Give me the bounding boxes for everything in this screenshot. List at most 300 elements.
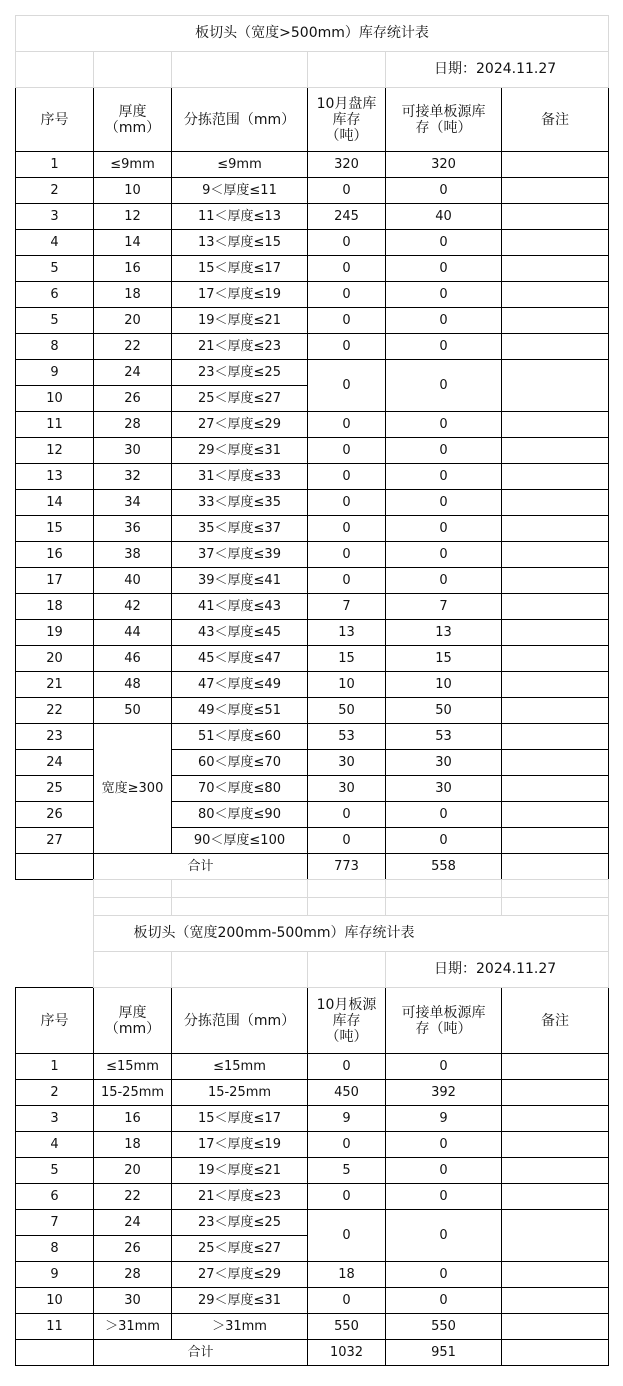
table-2-date: 日期：2024.11.27 xyxy=(386,952,609,988)
table-cell xyxy=(502,542,609,568)
table-cell: 26 xyxy=(94,386,172,412)
total-label: 合计 xyxy=(94,1340,308,1366)
table-cell: 2 xyxy=(16,178,94,204)
table-cell xyxy=(308,52,386,88)
table-cell: 30 xyxy=(308,750,386,776)
table-cell: 0 xyxy=(386,1132,502,1158)
table-cell: 53 xyxy=(386,724,502,750)
table-row xyxy=(16,178,609,204)
table-cell: 12 xyxy=(16,438,94,464)
table-cell xyxy=(308,898,386,916)
header-available-stock xyxy=(386,88,502,152)
table-cell: 8 xyxy=(16,1236,94,1262)
table-cell xyxy=(502,1210,609,1262)
table-cell: 13 xyxy=(386,620,502,646)
table-cell: 0 xyxy=(386,360,502,412)
table-cell: 0 xyxy=(308,1054,386,1080)
table-cell: 46 xyxy=(94,646,172,672)
table-cell: 19＜厚度≤21 xyxy=(172,1158,308,1184)
total-available: 951 xyxy=(386,1340,502,1366)
table-cell: 0 xyxy=(308,1132,386,1158)
table-cell xyxy=(172,952,308,988)
table-cell: 25＜厚度≤27 xyxy=(172,386,308,412)
header-seq: 序号 xyxy=(16,88,94,152)
table-row xyxy=(16,308,609,334)
table-row xyxy=(16,1314,609,1340)
table-cell: 27＜厚度≤29 xyxy=(172,412,308,438)
table-cell: 16 xyxy=(94,1106,172,1132)
table-cell: 8 xyxy=(16,334,94,360)
table-cell: 0 xyxy=(308,334,386,360)
table-cell: 3 xyxy=(16,1106,94,1132)
table-cell: 60＜厚度≤70 xyxy=(172,750,308,776)
total-available: 558 xyxy=(386,854,502,880)
table-cell: ≤9mm xyxy=(94,152,172,178)
table-cell: 19 xyxy=(16,620,94,646)
table-row xyxy=(16,698,609,724)
table-cell: 0 xyxy=(308,1210,386,1262)
table-cell xyxy=(16,880,94,898)
table-cell: 1 xyxy=(16,1054,94,1080)
table-cell xyxy=(502,898,609,916)
cell-text-line: 存（吨） xyxy=(415,119,472,136)
table-1-body xyxy=(16,152,609,880)
table-cell: 30 xyxy=(308,776,386,802)
table-cell xyxy=(502,1340,609,1366)
table-cell: ≤15mm xyxy=(94,1054,172,1080)
table-cell xyxy=(386,880,502,898)
table-cell: 0 xyxy=(386,178,502,204)
table-cell xyxy=(94,52,172,88)
table-cell: 0 xyxy=(386,490,502,516)
cell-text-line: （吨） xyxy=(325,1028,368,1045)
table-cell: 0 xyxy=(386,282,502,308)
header-available-stock xyxy=(386,988,502,1054)
table-cell: 40 xyxy=(94,568,172,594)
table-1-date: 日期：2024.11.27 xyxy=(386,52,609,88)
table-cell xyxy=(502,204,609,230)
table-cell xyxy=(94,898,172,916)
table-cell: 44 xyxy=(94,620,172,646)
table-cell: 32 xyxy=(94,464,172,490)
table-cell: 18 xyxy=(16,594,94,620)
cell-text-line: （mm） xyxy=(104,1020,161,1037)
table-cell: 9 xyxy=(16,360,94,386)
table-cell: 5 xyxy=(16,256,94,282)
table-cell xyxy=(502,1080,609,1106)
cell-text-line: 厚度 xyxy=(118,103,147,120)
table-cell xyxy=(502,1106,609,1132)
table-cell: 50 xyxy=(94,698,172,724)
table-cell: 392 xyxy=(386,1080,502,1106)
table-cell: 10 xyxy=(94,178,172,204)
table-cell: 6 xyxy=(16,1184,94,1210)
table-cell: 0 xyxy=(308,1184,386,1210)
table-cell xyxy=(502,750,609,776)
table-row xyxy=(16,464,609,490)
total-label: 合计 xyxy=(94,854,308,880)
table-cell: 43＜厚度≤45 xyxy=(172,620,308,646)
table-cell: 15＜厚度≤17 xyxy=(172,256,308,282)
table-cell: 0 xyxy=(386,308,502,334)
table-cell xyxy=(502,152,609,178)
header-seq: 序号 xyxy=(16,988,94,1054)
table-cell: 0 xyxy=(386,412,502,438)
table-cell: 14 xyxy=(16,490,94,516)
table-row xyxy=(16,620,609,646)
inventory-table-1 xyxy=(15,15,609,880)
table-cell xyxy=(502,1184,609,1210)
table-row xyxy=(16,1210,609,1236)
table-cell: 24 xyxy=(94,360,172,386)
header-oct-stock xyxy=(308,88,386,152)
table-cell: 0 xyxy=(386,1288,502,1314)
cell-text-line: （吨） xyxy=(325,127,368,144)
header-oct-stock xyxy=(308,988,386,1054)
table-cell: 28 xyxy=(94,1262,172,1288)
table-cell: 0 xyxy=(386,542,502,568)
table-cell: 20 xyxy=(94,308,172,334)
table-row xyxy=(16,438,609,464)
table-cell xyxy=(502,620,609,646)
table-cell: 0 xyxy=(308,568,386,594)
header-thickness xyxy=(94,988,172,1054)
table-cell: 17 xyxy=(16,568,94,594)
cell-text-line: 库存 xyxy=(332,1012,361,1029)
table-cell: 1 xyxy=(16,152,94,178)
table-cell: 0 xyxy=(308,516,386,542)
table-cell xyxy=(502,1054,609,1080)
table-cell: 13 xyxy=(308,620,386,646)
table-cell: 5 xyxy=(16,308,94,334)
cell-text-line: 存（吨） xyxy=(415,1020,472,1037)
header-range: 分拣范围（mm） xyxy=(172,988,308,1054)
table-cell: 0 xyxy=(386,802,502,828)
header-note: 备注 xyxy=(502,88,609,152)
table-cell xyxy=(502,230,609,256)
table-cell: 50 xyxy=(308,698,386,724)
table-row xyxy=(16,542,609,568)
table-cell: 14 xyxy=(94,230,172,256)
table-cell xyxy=(502,282,609,308)
table-cell: 70＜厚度≤80 xyxy=(172,776,308,802)
table-cell xyxy=(308,880,386,898)
table-cell xyxy=(502,256,609,282)
table-cell: 0 xyxy=(308,490,386,516)
table-cell: 42 xyxy=(94,594,172,620)
table-row xyxy=(16,1158,609,1184)
table-cell: 10 xyxy=(308,672,386,698)
table-cell: 3 xyxy=(16,204,94,230)
table-cell: 450 xyxy=(308,1080,386,1106)
table-cell: 0 xyxy=(386,438,502,464)
table-cell: 0 xyxy=(386,516,502,542)
table-cell: 0 xyxy=(308,802,386,828)
table-cell: 47＜厚度≤49 xyxy=(172,672,308,698)
table-cell: 10 xyxy=(16,386,94,412)
table-cell: 10 xyxy=(16,1288,94,1314)
table-cell: ≤9mm xyxy=(172,152,308,178)
table-cell xyxy=(502,412,609,438)
table-cell xyxy=(502,308,609,334)
table-cell: 0 xyxy=(386,230,502,256)
table-row xyxy=(16,1054,609,1080)
table-row xyxy=(16,724,609,750)
table-row xyxy=(16,516,609,542)
inventory-table-2 xyxy=(15,879,609,1366)
table-cell xyxy=(16,898,94,916)
table-cell: 11＜厚度≤13 xyxy=(172,204,308,230)
header-thickness xyxy=(94,88,172,152)
table-cell: 0 xyxy=(308,230,386,256)
table-cell: 33＜厚度≤35 xyxy=(172,490,308,516)
table-row xyxy=(16,256,609,282)
table-cell xyxy=(502,568,609,594)
table-cell xyxy=(502,646,609,672)
table-cell: 15＜厚度≤17 xyxy=(172,1106,308,1132)
table-cell xyxy=(502,1262,609,1288)
table-cell: 90＜厚度≤100 xyxy=(172,828,308,854)
table-cell: 550 xyxy=(386,1314,502,1340)
table-cell: 5 xyxy=(16,1158,94,1184)
table-cell: 0 xyxy=(386,1184,502,1210)
table-cell: 45＜厚度≤47 xyxy=(172,646,308,672)
table-cell: 0 xyxy=(386,1210,502,1262)
table-cell: 15-25mm xyxy=(172,1080,308,1106)
table-cell xyxy=(16,916,94,952)
table-cell xyxy=(502,828,609,854)
table-cell xyxy=(502,1132,609,1158)
table-cell xyxy=(502,360,609,412)
table-cell: 25＜厚度≤27 xyxy=(172,1236,308,1262)
table-cell: 15-25mm xyxy=(94,1080,172,1106)
table-cell: ＞31mm xyxy=(172,1314,308,1340)
table-row xyxy=(16,594,609,620)
table-cell: 15 xyxy=(308,646,386,672)
table-row xyxy=(16,490,609,516)
table-cell: 27＜厚度≤29 xyxy=(172,1262,308,1288)
table-cell: 0 xyxy=(386,334,502,360)
table-cell: 9＜厚度≤11 xyxy=(172,178,308,204)
table-cell: 7 xyxy=(308,594,386,620)
header-range: 分拣范围（mm） xyxy=(172,88,308,152)
table-row xyxy=(16,568,609,594)
table-cell: 7 xyxy=(16,1210,94,1236)
table-cell: 0 xyxy=(308,464,386,490)
table-cell: 320 xyxy=(386,152,502,178)
cell-text-line: 厚度 xyxy=(118,1004,147,1021)
table-cell: 5 xyxy=(308,1158,386,1184)
table-cell: 18 xyxy=(308,1262,386,1288)
table-cell xyxy=(502,516,609,542)
table-cell: 0 xyxy=(386,1158,502,1184)
table-cell: 26 xyxy=(16,802,94,828)
table-cell: 9 xyxy=(386,1106,502,1132)
table-cell: 41＜厚度≤43 xyxy=(172,594,308,620)
table-cell: 0 xyxy=(386,568,502,594)
header-note: 备注 xyxy=(502,988,609,1054)
table-cell: 10 xyxy=(386,672,502,698)
table-cell: 27 xyxy=(16,828,94,854)
table-cell xyxy=(172,880,308,898)
table-cell xyxy=(502,594,609,620)
table-cell: 0 xyxy=(386,464,502,490)
table-cell xyxy=(502,880,609,898)
table-cell xyxy=(502,854,609,880)
table-cell: 320 xyxy=(308,152,386,178)
table-cell: 39＜厚度≤41 xyxy=(172,568,308,594)
table-row xyxy=(16,1288,609,1314)
table-cell: 25 xyxy=(16,776,94,802)
table-cell: 9 xyxy=(308,1106,386,1132)
table-cell xyxy=(502,698,609,724)
table-row xyxy=(16,282,609,308)
table-cell: 21＜厚度≤23 xyxy=(172,1184,308,1210)
table-cell xyxy=(502,672,609,698)
table-cell: 36 xyxy=(94,516,172,542)
table-cell: 30 xyxy=(386,750,502,776)
table-cell xyxy=(308,952,386,988)
table-row xyxy=(16,1080,609,1106)
table-cell: 35＜厚度≤37 xyxy=(172,516,308,542)
table-cell: 24 xyxy=(16,750,94,776)
table-cell: 0 xyxy=(308,1288,386,1314)
width-group-cell: 宽度≥300 xyxy=(94,724,172,854)
table-cell: 0 xyxy=(308,282,386,308)
table-cell: 4 xyxy=(16,230,94,256)
table-cell xyxy=(94,880,172,898)
table-row xyxy=(16,1184,609,1210)
table-cell: 23＜厚度≤25 xyxy=(172,1210,308,1236)
table-cell: 17＜厚度≤19 xyxy=(172,1132,308,1158)
table-row xyxy=(16,1106,609,1132)
table-cell xyxy=(502,178,609,204)
table-cell: 15 xyxy=(16,516,94,542)
table-cell: 550 xyxy=(308,1314,386,1340)
cell-text-line: 板切头（宽度200mm-500mm）库存统计表 xyxy=(133,925,415,941)
table-cell xyxy=(386,898,502,916)
table-cell: 0 xyxy=(308,178,386,204)
table-cell: 31＜厚度≤33 xyxy=(172,464,308,490)
table-cell: 29＜厚度≤31 xyxy=(172,1288,308,1314)
table-cell: 24 xyxy=(94,1210,172,1236)
table-row xyxy=(16,204,609,230)
cell-text-line: 可接单板源库 xyxy=(401,103,486,120)
table-cell xyxy=(502,438,609,464)
table-cell: 17＜厚度≤19 xyxy=(172,282,308,308)
cell-text-line: 10月板源 xyxy=(316,996,377,1013)
table-cell: 6 xyxy=(16,282,94,308)
table-cell: 0 xyxy=(308,308,386,334)
table-cell: 7 xyxy=(386,594,502,620)
table-row xyxy=(16,672,609,698)
table-cell: 15 xyxy=(386,646,502,672)
table-cell: 13 xyxy=(16,464,94,490)
table-cell: 16 xyxy=(16,542,94,568)
table-cell xyxy=(94,952,172,988)
table-cell: 18 xyxy=(94,1132,172,1158)
cell-text-line: （mm） xyxy=(104,119,161,136)
table-cell: 0 xyxy=(308,828,386,854)
table-cell: 18 xyxy=(94,282,172,308)
table-cell: 12 xyxy=(94,204,172,230)
table-cell: 53 xyxy=(308,724,386,750)
table-cell: 13＜厚度≤15 xyxy=(172,230,308,256)
table-cell: 22 xyxy=(94,334,172,360)
table-cell: ≤15mm xyxy=(172,1054,308,1080)
table-cell: 2 xyxy=(16,1080,94,1106)
table-cell: 0 xyxy=(308,542,386,568)
table-cell xyxy=(502,1288,609,1314)
table-cell: 11 xyxy=(16,412,94,438)
table-2-body xyxy=(16,1054,609,1366)
table-cell: 30 xyxy=(386,776,502,802)
table-cell: 51＜厚度≤60 xyxy=(172,724,308,750)
table-cell: 19＜厚度≤21 xyxy=(172,308,308,334)
table-cell: 22 xyxy=(94,1184,172,1210)
total-row xyxy=(16,854,609,880)
table-cell: ＞31mm xyxy=(94,1314,172,1340)
table-cell: 23 xyxy=(16,724,94,750)
table-cell: 0 xyxy=(308,360,386,412)
cell-text-line: 库存 xyxy=(332,111,361,128)
table-cell xyxy=(172,898,308,916)
table-cell: 22 xyxy=(16,698,94,724)
table-cell: 21 xyxy=(16,672,94,698)
table-row xyxy=(16,230,609,256)
table-cell xyxy=(502,802,609,828)
total-stock: 773 xyxy=(308,854,386,880)
table-row xyxy=(16,360,609,386)
table-cell xyxy=(502,776,609,802)
table-cell: 20 xyxy=(16,646,94,672)
table-cell xyxy=(172,52,308,88)
table-cell: 30 xyxy=(94,1288,172,1314)
total-row xyxy=(16,1340,609,1366)
table-row xyxy=(16,152,609,178)
table-cell: 21＜厚度≤23 xyxy=(172,334,308,360)
table-cell: 30 xyxy=(94,438,172,464)
table-cell xyxy=(16,952,94,988)
table-cell: 4 xyxy=(16,1132,94,1158)
table-cell: 29＜厚度≤31 xyxy=(172,438,308,464)
table-cell: 49＜厚度≤51 xyxy=(172,698,308,724)
cell-text-line: 10月盘库 xyxy=(316,95,377,112)
table-row xyxy=(16,412,609,438)
table-cell xyxy=(502,1314,609,1340)
table-row xyxy=(16,334,609,360)
table-cell: 0 xyxy=(386,1262,502,1288)
table-cell: 80＜厚度≤90 xyxy=(172,802,308,828)
table-cell: 0 xyxy=(308,412,386,438)
table-cell: 11 xyxy=(16,1314,94,1340)
table-cell xyxy=(16,854,94,880)
table-cell: 0 xyxy=(386,1054,502,1080)
table-cell: 28 xyxy=(94,412,172,438)
table-cell: 0 xyxy=(308,438,386,464)
table-row xyxy=(16,1262,609,1288)
table-cell xyxy=(16,1340,94,1366)
table-cell xyxy=(502,334,609,360)
table-2-title xyxy=(94,916,609,952)
table-cell: 40 xyxy=(386,204,502,230)
cell-text-line: 可接单板源库 xyxy=(401,1004,486,1021)
table-cell: 0 xyxy=(308,256,386,282)
table-cell: 23＜厚度≤25 xyxy=(172,360,308,386)
table-cell: 16 xyxy=(94,256,172,282)
table-1-title: 板切头（宽度>500mm）库存统计表 xyxy=(16,16,609,52)
table-cell xyxy=(502,464,609,490)
